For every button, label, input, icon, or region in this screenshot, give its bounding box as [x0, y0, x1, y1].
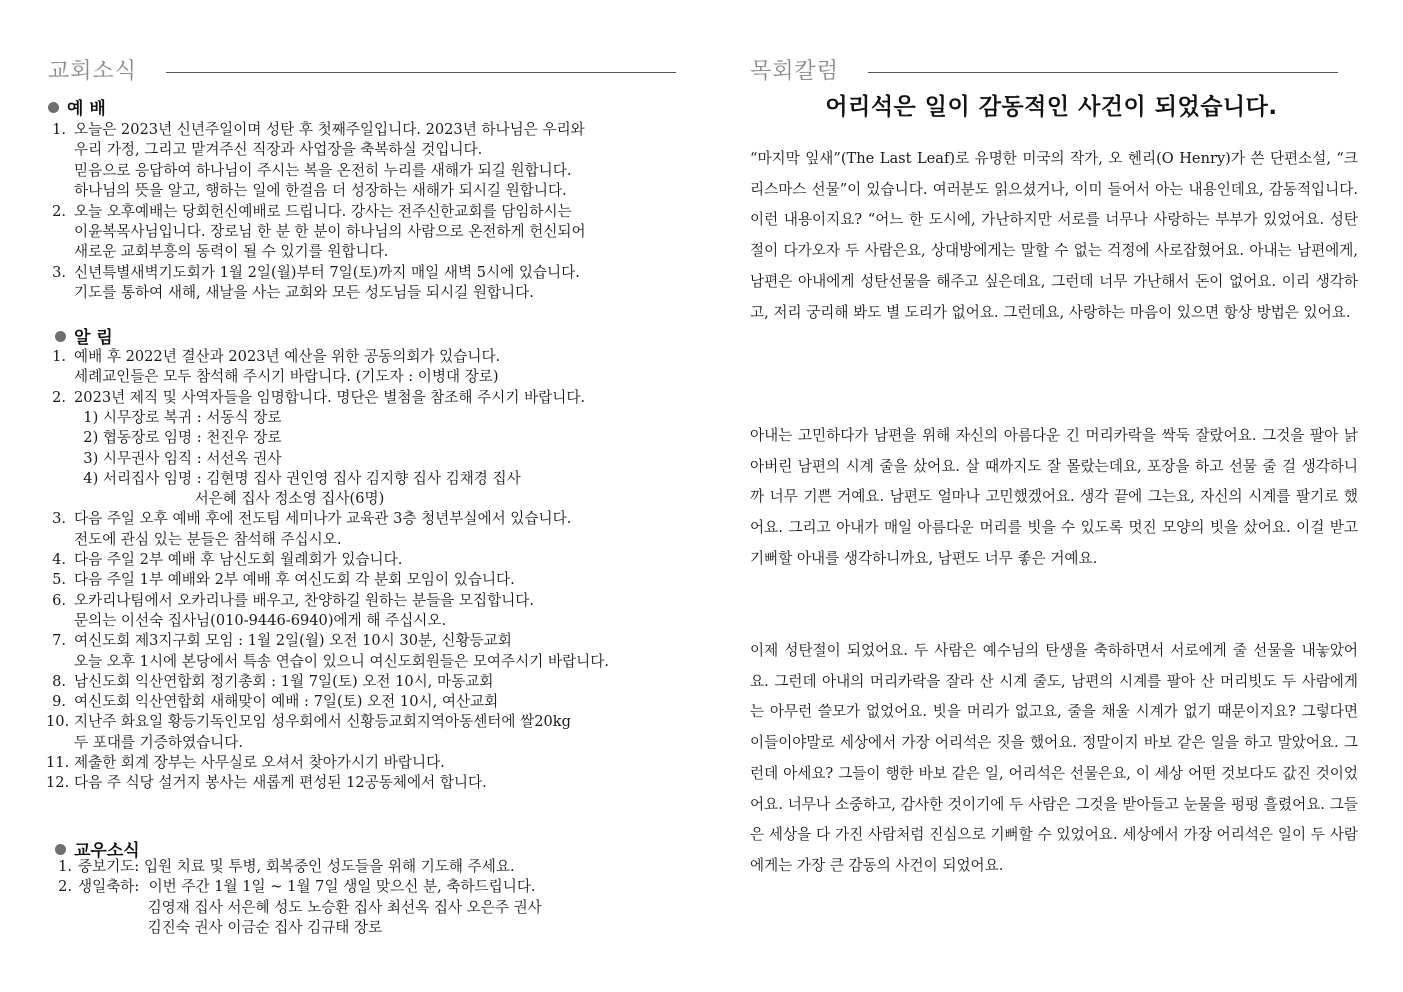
- list-item: 하나님의 뜻을 알고, 행하는 일에 한걸음 더 성장하는 새해가 되시길 원합니다.: [74, 182, 567, 200]
- item-number: 1.: [52, 348, 66, 365]
- list-item: 오늘 오후 1시에 본당에서 특송 연습이 있으니 여신도회원들은 모여주시기 바랍니다.: [74, 652, 609, 670]
- item-number: 2.: [58, 878, 72, 896]
- list-item: 생일축하: 이번 주간 1월 1일 ~ 1월 7일 생일 맞으신 분, 축하드립니다.: [78, 878, 536, 896]
- list-item: 전도에 관심 있는 분들은 참석해 주십시오.: [74, 530, 342, 548]
- item-number: 2.: [52, 388, 66, 406]
- bullet-icon: [55, 331, 66, 342]
- item-number: 5.: [52, 571, 66, 589]
- bullet-icon: [55, 844, 66, 855]
- list-item: 새로운 교회부흥의 동력이 될 수 있기를 원합니다.: [74, 243, 389, 261]
- bullet-icon: [48, 102, 59, 113]
- list-item: 2) 협동장로 임명 : 천진우 장로: [74, 429, 282, 447]
- list-item: 중보기도: 입원 치료 및 투병, 회복중인 성도들을 위해 기도해 주세요.: [78, 858, 515, 875]
- item-number: 1.: [58, 858, 72, 875]
- list-item: 믿음으로 응답하여 하나님이 주시는 복을 온전히 누리를 새해가 되길 원합니다.: [74, 161, 572, 179]
- list-item: 여신도회 제3지구회 모임 : 1월 2일(월) 오전 10시 30분, 신황등교회: [74, 632, 512, 650]
- list-item: 지난주 화요일 황등기독인모임 성우회에서 신황등교회지역아동센터에 쌀20kg: [74, 713, 571, 731]
- list-item: 다음 주일 1부 예배와 2부 예배 후 여신도회 각 분회 모임이 있습니다.: [74, 571, 515, 589]
- list-item: 김진숙 권사 이금순 집사 김규태 장로: [78, 918, 383, 936]
- item-number: 12.: [46, 774, 70, 792]
- members-heading-text: 교우소식: [74, 841, 140, 861]
- list-item: 문의는 이선숙 집사님(010-9446-6940)에게 해 주십시오.: [74, 611, 447, 629]
- list-item: 2023년 제직 및 사역자들을 임명합니다. 명단은 별첨을 참조해 주시기 바랍니다.: [74, 388, 586, 406]
- list-item: 4) 서리집사 임명 : 김현명 집사 권인영 집사 김지향 집사 김채경 집사: [74, 469, 521, 487]
- list-item: 김영재 집사 서은혜 성도 노승환 집사 최선옥 집사 오은주 권사: [78, 898, 542, 916]
- list-item: 세례교인들은 모두 참석해 주시기 바랍니다. (기도자 : 이병대 장로): [74, 368, 499, 386]
- column-paragraph-2: 아내는 고민하다가 남편을 위해 자신의 아름다운 긴 머리카락을 싹둑 잘랐어요. 그것을 팔아 낡아버린 남편의 시계 줄을 샀어요. 살 때까지도 잘 몰랐는데요, 포장을 하고 선물 줄 걸 생각하니까 너무 기쁜 거예요. 남편도 얼마나 고민했겠어요. 생각 끝에 그는요, 자신의 시계를 팔기로 했어요. 그리고 아내가 매일 아름다운 머리를 빗을 수 있도록 멋진 모양의 빗을 샀어요. 이걸 받고 기뻐할 아내를 생각하니까요, 남편도 너무 좋은 거예요.: [750, 427, 1358, 567]
- list-item: 1) 시무장로 복귀 : 서동식 장로: [74, 408, 282, 426]
- list-item: 다음 주 식당 설거지 봉사는 새롭게 편성된 12공동체에서 합니다.: [74, 774, 487, 792]
- title-rule: [868, 72, 1338, 73]
- column-headline: 어리석은 일이 감동적인 사건이 되었습니다.: [825, 94, 1278, 120]
- list-item: 다음 주일 오후 예배 후에 전도팀 세미나가 교육관 3층 청년부실에서 있습니다.: [74, 510, 572, 528]
- item-number: 11.: [46, 754, 70, 771]
- list-item: 다음 주일 2부 예배 후 남신도회 월례회가 있습니다.: [74, 551, 403, 568]
- item-number: 10.: [46, 713, 70, 731]
- title-rule: [166, 72, 676, 73]
- item-number: 9.: [52, 693, 66, 711]
- item-number: 1.: [52, 121, 66, 138]
- list-item: 여신도회 익산연합회 새해맞이 예배 : 7일(토) 오전 10시, 여산교회: [74, 693, 499, 711]
- list-item: 신년특별새벽기도회가 1월 2일(월)부터 7일(토)까지 매일 새벽 5시에 있습니다.: [74, 263, 580, 281]
- item-number: 4.: [52, 551, 66, 568]
- church-news-title: 교회소식: [48, 59, 138, 84]
- list-item: 오카리나팀에서 오카리나를 배우고, 찬양하길 원하는 분들을 모집합니다.: [74, 591, 535, 609]
- list-item: 서은혜 집사 정소영 집사(6명): [74, 490, 385, 508]
- column-paragraph-1: “마지막 잎새”(The Last Leaf)로 유명한 미국의 작가, 오 헨리(O Henry)가 쓴 단편소설, “크리스마스 선물”이 있습니다. 여러분도 읽으셨거나, 이미 들어서 아는 내용인데요, 감동적입니다. 이런 내용이지요? “어느 한 도시에, 가난하지만 서로를 너무나 사랑하는 부부가 있었어요. 성탄절이 다가오자 두 사람은요, 상대방에게는 말할 수 없는 걱정에 사로잡혔어요. 아내는 남편에게, 남편은 아내에게 성탄선물을 해주고 싶은데요, 그런데 너무 가난해서 돈이 없어요. 이리 생각하고, 저리 궁리해 봐도 별 도리가 없어요. 그런데요, 사랑하는 마음이 있으면 항상 방법은 있어요.: [750, 150, 1358, 321]
- pastor-column-title: 목회칼럼: [750, 59, 840, 84]
- item-number: 2.: [52, 202, 66, 220]
- notices-heading: [55, 323, 113, 348]
- item-number: 3.: [52, 263, 66, 281]
- list-item: 3) 시무권사 임직 : 서선옥 권사: [74, 449, 282, 467]
- item-number: 3.: [52, 510, 66, 528]
- list-item: 제출한 회계 장부는 사무실로 오셔서 찾아가시기 바랍니다.: [74, 754, 445, 771]
- notices-heading-text: 알 림: [74, 328, 113, 348]
- item-number: 7.: [52, 632, 66, 650]
- list-item: 이윤복목사님입니다. 장로님 한 분 한 분이 하나님의 사람으로 온전하게 헌신되어: [74, 223, 586, 240]
- list-item: 예배 후 2022년 결산과 2023년 예산을 위한 공동의회가 있습니다.: [74, 348, 501, 365]
- worship-heading: [48, 94, 106, 119]
- list-item: 기도를 통하여 새해, 새날을 사는 교회와 모든 성도님들 되시길 원합니다.: [74, 284, 534, 302]
- item-number: 6.: [52, 591, 66, 609]
- list-item: 오늘 오후예배는 당회헌신예배로 드립니다. 강사는 전주신한교회를 담임하시는: [74, 202, 572, 220]
- worship-heading-text: 예 배: [67, 99, 106, 119]
- column-paragraph-3: 이제 성탄절이 되었어요. 두 사람은 예수님의 탄생을 축하하면서 서로에게 줄 선물을 내놓았어요. 그런데 아내의 머리카락을 잘라 산 시계 줄도, 남편의 시계를 팔아 산 머리빗도 두 사람에게는 아무런 쓸모가 없었어요. 빗을 머리가 없고요, 줄을 채울 시계가 없기 때문이지요? 그렇다면 이들이야말로 세상에서 가장 어리석은 짓을 했어요. 정말이지 바보 같은 일을 하고 말았어요. 그런데 아세요? 그들이 행한 바보 같은 일, 어리석은 선물은요, 이 세상 어떤 것보다도 값진 것이었어요. 너무나 소중하고, 감사한 것이기에 두 사람은 그것을 받아들고 눈물을 펑펑 흘렸어요. 그들은 세상을 다 가진 사람처럼 진심으로 기뻐할 수 있었어요. 세상에서 가장 어리석은 일이 두 사람에게는 가장 큰 감동의 사건이 되었어요.: [750, 642, 1358, 874]
- item-number: 8.: [52, 672, 66, 690]
- list-item: 남신도회 익산연합회 정기총회 : 1월 7일(토) 오전 10시, 마동교회: [74, 672, 494, 690]
- list-item: 오늘은 2023년 신년주일이며 성탄 후 첫째주일입니다. 2023년 하나님은 우리와: [74, 121, 585, 138]
- list-item: 우리 가정, 그리고 맡겨주신 직장과 사업장을 축복하실 것입니다.: [74, 141, 483, 159]
- list-item: 두 포대를 기증하였습니다.: [74, 733, 243, 751]
